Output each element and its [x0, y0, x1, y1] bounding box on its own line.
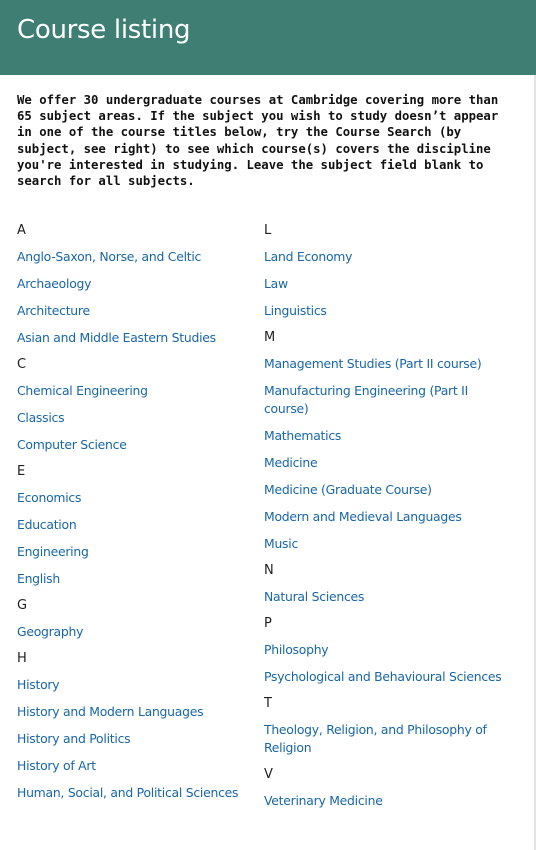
course-link-veterinary-medicine[interactable]: Veterinary Medicine [264, 793, 383, 808]
course-link-land-economy[interactable]: Land Economy [264, 249, 353, 264]
section-letter-e: E [17, 464, 26, 479]
course-link-history-of-art[interactable]: History of Art [17, 758, 96, 773]
course-link-geography[interactable]: Geography [17, 624, 84, 639]
course-link-theology-religion-and-philosophy-of-religion[interactable]: Theology, Religion, and Philosophy of Religion [264, 722, 487, 755]
course-link-law[interactable]: Law [264, 276, 288, 291]
intro-text: We offer 30 undergraduate courses at Cambridge covering more than 65 subject areas. If the subject you wish to study doesn’t appear in one of the course titles below, try the Course Search (by subject, see right) to see which course(s) covers the discipline you're interested in studying. Leave the subject field blank to search for all subjects. [17, 93, 499, 189]
course-link-history-and-modern-languages[interactable]: History and Modern Languages [17, 704, 204, 719]
course-link-medicine[interactable]: Medicine [264, 455, 318, 470]
section-letter-m: M [264, 330, 276, 345]
course-link-anglo-saxon-norse-and-celtic[interactable]: Anglo-Saxon, Norse, and Celtic [17, 249, 202, 264]
page-title: Course listing [17, 15, 191, 45]
course-link-architecture[interactable]: Architecture [17, 303, 90, 318]
course-link-engineering[interactable]: Engineering [17, 544, 89, 559]
course-column-right [264, 221, 504, 819]
section-letter-p: P [264, 616, 272, 631]
course-link-modern-and-medieval-languages[interactable]: Modern and Medieval Languages [264, 509, 462, 524]
course-link-mathematics[interactable]: Mathematics [264, 428, 342, 443]
section-letter-n: N [264, 563, 274, 578]
course-link-medicine-graduate-course[interactable]: Medicine (Graduate Course) [264, 482, 432, 497]
section-letter-c: C [17, 357, 27, 372]
course-link-management-studies-part-ii-course[interactable]: Management Studies (Part II course) [264, 356, 482, 371]
course-link-chemical-engineering[interactable]: Chemical Engineering [17, 383, 148, 398]
section-letter-v: V [264, 767, 273, 782]
course-link-english[interactable]: English [17, 571, 60, 586]
section-letter-t: T [264, 696, 272, 711]
course-link-classics[interactable]: Classics [17, 410, 65, 425]
section-letter-l: L [264, 223, 272, 238]
course-column-left [17, 221, 252, 811]
section-letter-h: H [17, 651, 27, 666]
course-link-asian-and-middle-eastern-studies[interactable]: Asian and Middle Eastern Studies [17, 330, 216, 345]
course-link-archaeology[interactable]: Archaeology [17, 276, 92, 291]
course-link-human-social-and-political-sciences[interactable]: Human, Social, and Political Sciences [17, 785, 239, 800]
course-link-philosophy[interactable]: Philosophy [264, 642, 329, 657]
course-link-economics[interactable]: Economics [17, 490, 82, 505]
course-link-history[interactable]: History [17, 677, 60, 692]
course-link-music[interactable]: Music [264, 536, 299, 551]
course-link-education[interactable]: Education [17, 517, 77, 532]
course-link-psychological-and-behavioural-sciences[interactable]: Psychological and Behavioural Sciences [264, 669, 502, 684]
course-link-natural-sciences[interactable]: Natural Sciences [264, 589, 365, 604]
page-header [0, 0, 536, 75]
course-link-linguistics[interactable]: Linguistics [264, 303, 327, 318]
course-link-computer-science[interactable]: Computer Science [17, 437, 127, 452]
section-letter-a: A [17, 223, 26, 238]
course-link-history-and-politics[interactable]: History and Politics [17, 731, 131, 746]
course-link-manufacturing-engineering-part-ii-course[interactable]: Manufacturing Engineering (Part II course) [264, 383, 468, 416]
section-letter-g: G [17, 598, 28, 613]
